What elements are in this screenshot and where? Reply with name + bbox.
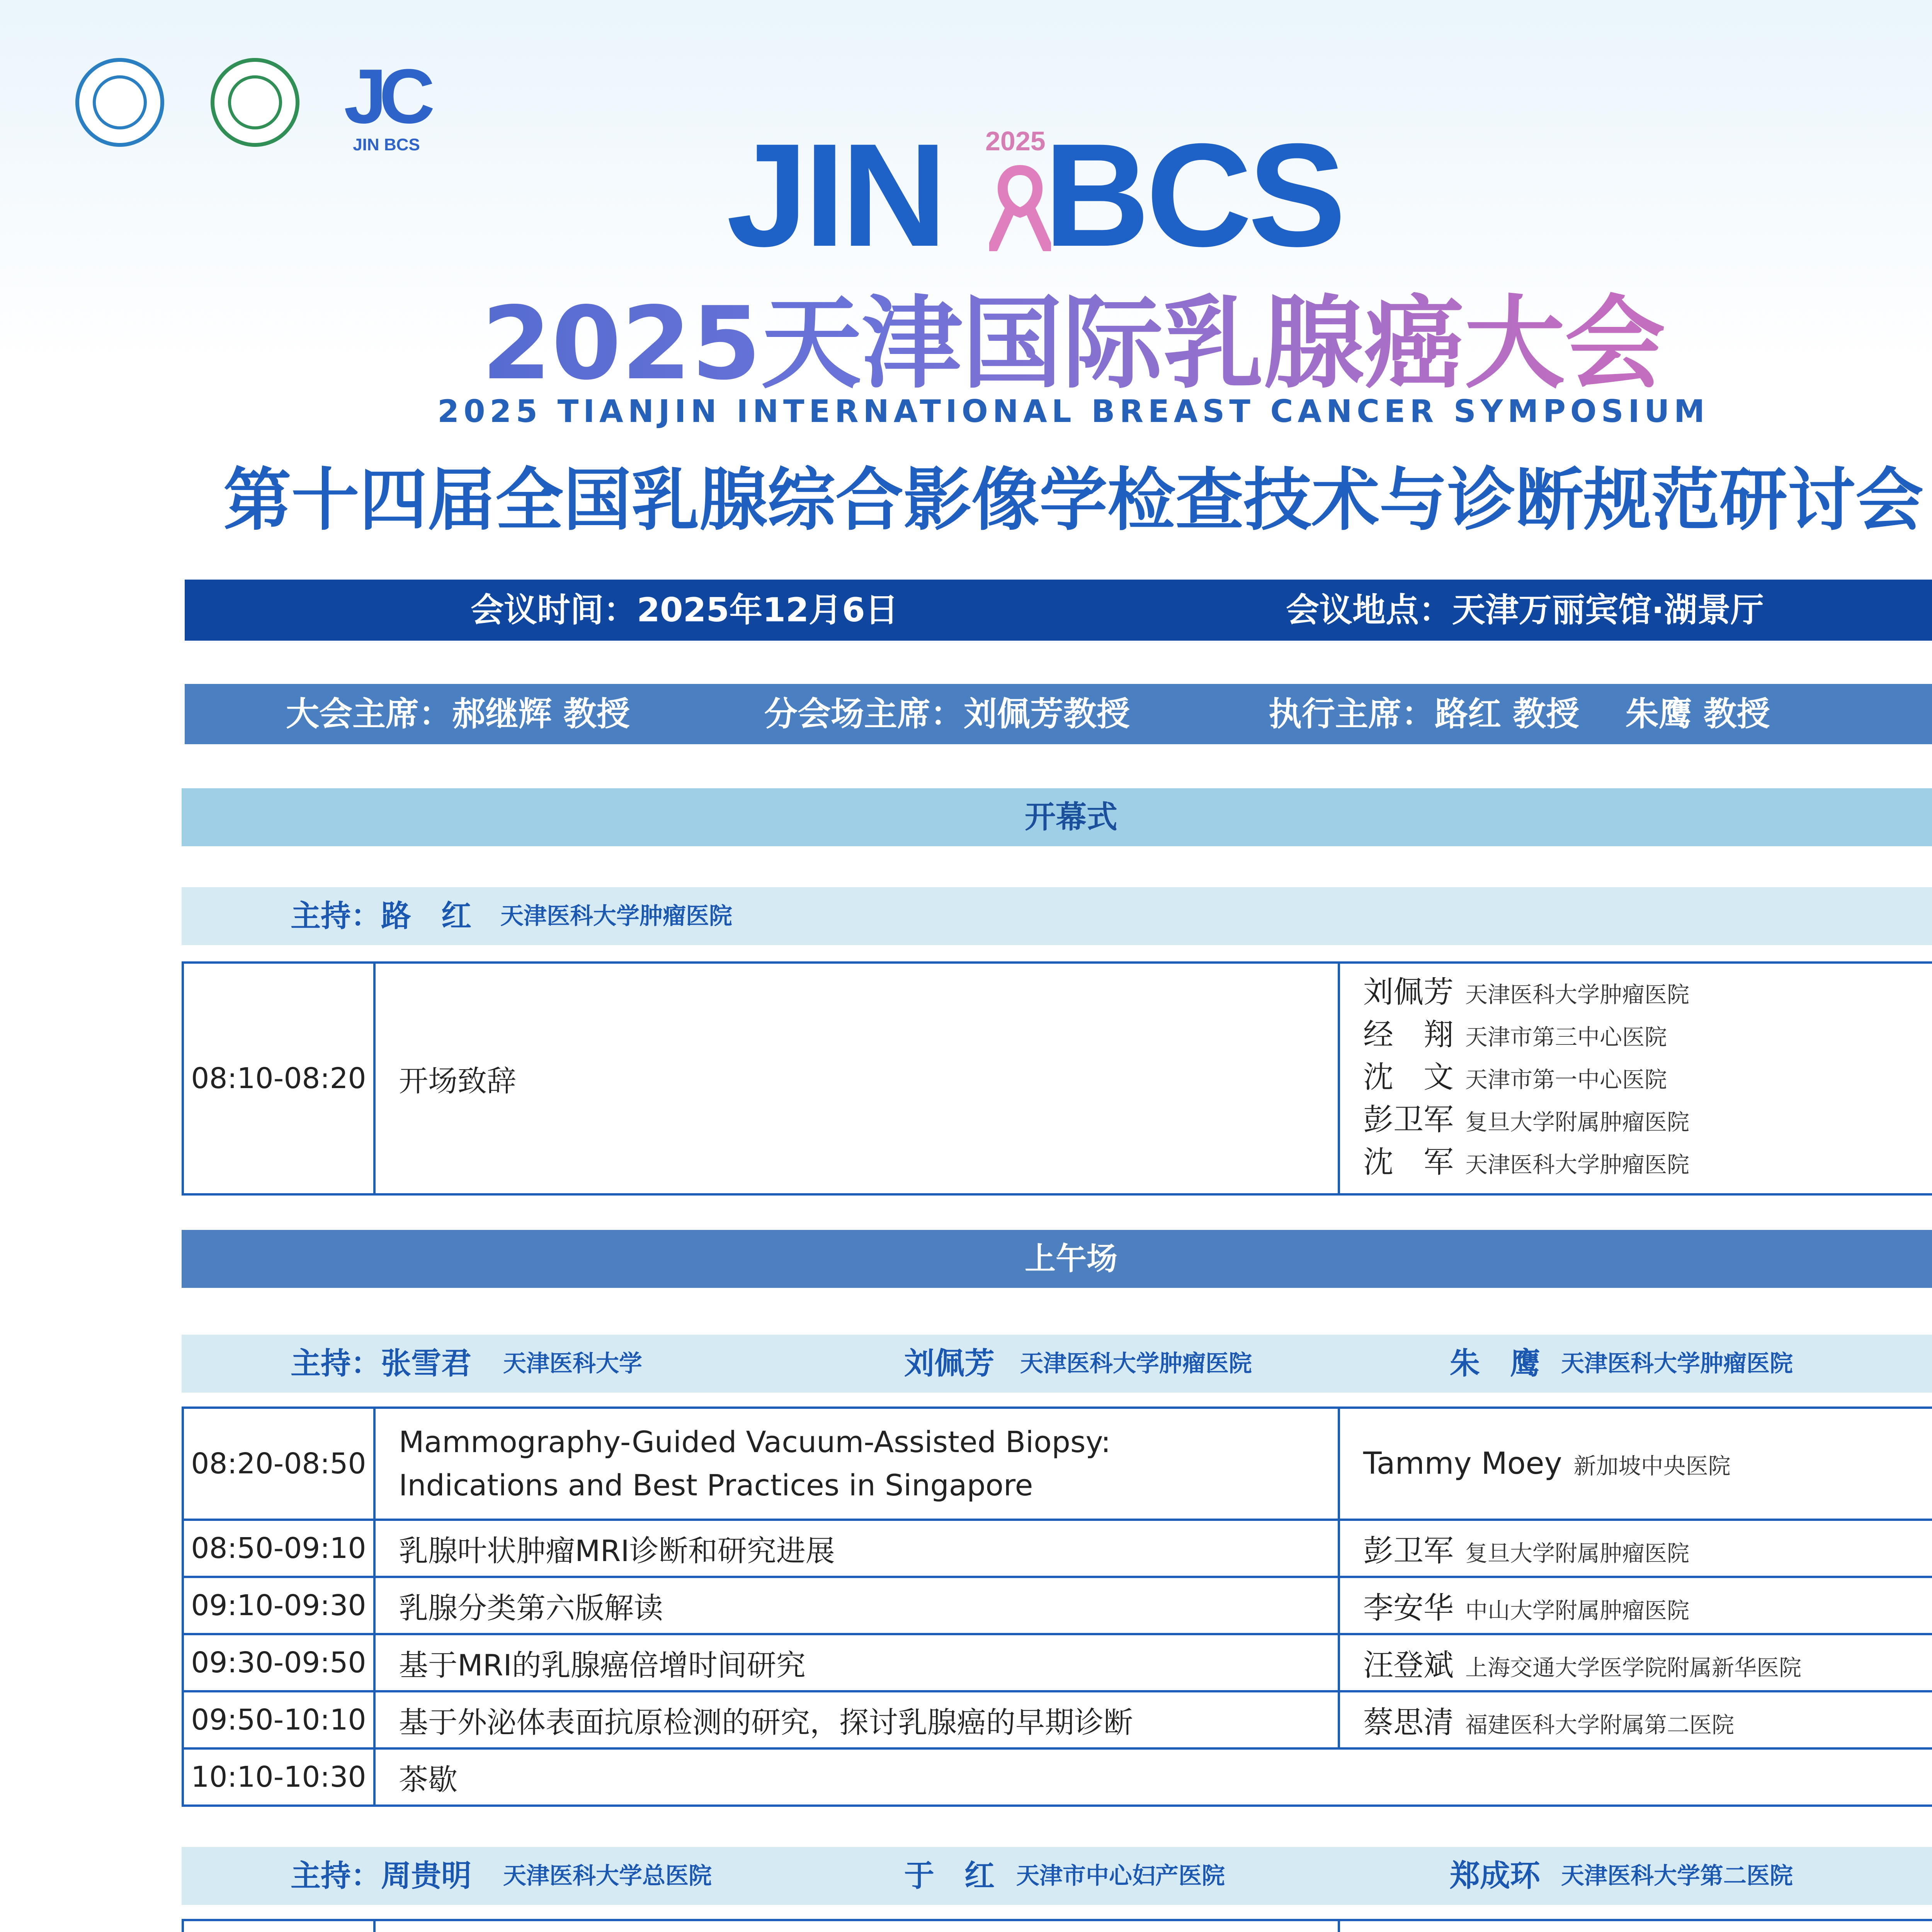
row-speaker <box>1339 1920 1932 1932</box>
morning-section-header: 上午场 <box>182 1230 1932 1288</box>
row-topic: 开场致辞 <box>374 963 1339 1194</box>
title-cn: 2025天津国际乳腺癌大会 <box>0 286 1932 402</box>
jc-logo <box>344 53 429 155</box>
row-time: 10:10-10:30 <box>183 1748 374 1806</box>
host-name: 郑成环 <box>1450 1859 1541 1893</box>
meeting-time: 会议时间：2025年12月6日 <box>471 591 898 629</box>
executive-chairs: 执行主席：路红 教授 朱鹰 教授 <box>1269 695 1770 733</box>
row-topic: 基于MRI的乳腺癌倍增时间研究 <box>374 1634 1339 1691</box>
row-speakers <box>1339 963 1932 1194</box>
table-row <box>183 1577 1932 1634</box>
row-topic: 乳腺叶状肿瘤MRI诊断和研究进展 <box>374 1520 1339 1577</box>
table-row <box>183 1691 1932 1748</box>
table-row <box>183 1634 1932 1691</box>
host-name: 刘佩芳 <box>904 1346 995 1381</box>
table-row <box>183 1748 1932 1806</box>
title-en: 2025 TIANJIN INTERNATIONAL BREAST CANCER SYMPOSIUM <box>437 393 1709 429</box>
conference-chair: 大会主席：郝继辉 教授 <box>286 695 630 733</box>
meeting-venue: 会议地点：天津万丽宾馆·湖景厅 <box>1286 591 1764 629</box>
brand-year: 2025 <box>985 126 1046 156</box>
row-speaker: 彭卫军 复旦大学附属肿瘤医院 <box>1339 1520 1932 1577</box>
row-topic: 茶歇 <box>374 1748 1932 1806</box>
host-org: 天津市中心妇产医院 <box>1016 1862 1225 1889</box>
association-logo <box>75 58 164 147</box>
row-topic <box>374 1408 1339 1520</box>
session-chair: 分会场主席：刘佩芳教授 <box>764 695 1130 733</box>
brand-right: BCS <box>1044 113 1342 277</box>
medical-society-logo <box>211 58 299 147</box>
row-speaker: 汪登斌 上海交通大学医学院附属新华医院 <box>1339 1634 1932 1691</box>
opening-host-bar <box>182 887 1932 945</box>
row-topic: 乳腺分类第六版解读 <box>374 1577 1339 1634</box>
speaker: 沈 文 天津市第一中心医院 <box>1363 1060 1667 1095</box>
row-speaker: Tammy Moey 新加坡中央医院 <box>1339 1408 1932 1520</box>
host-org: 天津医科大学肿瘤医院 <box>1561 1350 1793 1377</box>
row-topic-line: Mammography-Guided Vacuum-Assisted Biopsy: <box>399 1425 1111 1459</box>
speaker: 沈 军 天津医科大学肿瘤医院 <box>1363 1145 1690 1180</box>
opening-section-header: 开幕式 <box>182 788 1932 846</box>
host-org: 天津医科大学总医院 <box>503 1862 712 1889</box>
host-label: 主持：周贵明 <box>291 1859 472 1893</box>
opening-table <box>182 961 1932 1196</box>
table-row <box>183 963 1932 1194</box>
row-time: 09:10-09:30 <box>183 1577 374 1634</box>
host-org: 天津医科大学第二医院 <box>1561 1862 1793 1889</box>
subtitle: 第十四届全国乳腺综合影像学检查技术与诊断规范研讨会 <box>223 461 1923 540</box>
row-topic-line: Indications and Best Practices in Singapore <box>399 1468 1033 1502</box>
opening-host-org: 天津医科大学肿瘤医院 <box>500 903 732 930</box>
speaker: 刘佩芳 天津医科大学肿瘤医院 <box>1363 975 1690 1010</box>
table-row <box>183 1520 1932 1577</box>
morning-table-2 <box>182 1919 1932 1932</box>
row-time: 08:20-08:50 <box>183 1408 374 1520</box>
speaker: 经 翔 天津市第三中心医院 <box>1363 1017 1667 1052</box>
row-time: 09:50-10:10 <box>183 1691 374 1748</box>
row-speaker: 蔡思清 福建医科大学附属第二医院 <box>1339 1691 1932 1748</box>
morning-table-1 <box>182 1406 1932 1807</box>
jc-logo-text: JC <box>344 53 427 139</box>
row-topic: 基于外泌体表面抗原检测的研究，探讨乳腺癌的早期诊断 <box>374 1691 1339 1748</box>
host-org: 天津医科大学肿瘤医院 <box>1020 1350 1252 1377</box>
opening-host-label: 主持：路 红 <box>291 899 472 934</box>
row-time <box>183 1920 374 1932</box>
row-speaker: 李安华 中山大学附属肿瘤医院 <box>1339 1577 1932 1634</box>
host-name: 朱 鹰 <box>1450 1346 1541 1381</box>
table-row <box>183 1920 1932 1932</box>
jc-logo-subtext: JIN BCS <box>353 135 420 154</box>
chairs-bar <box>185 684 1932 744</box>
row-topic <box>374 1920 1339 1932</box>
host-name: 于 红 <box>904 1859 995 1893</box>
table-row <box>183 1408 1932 1520</box>
speaker: 彭卫军 复旦大学附属肿瘤医院 <box>1363 1102 1690 1137</box>
row-time: 08:10-08:20 <box>183 963 374 1194</box>
brand-left: JIN <box>726 113 944 277</box>
row-time: 08:50-09:10 <box>183 1520 374 1577</box>
jinbcs-wordmark <box>726 113 1422 277</box>
meeting-info-bar <box>185 580 1932 641</box>
host-org: 天津医科大学 <box>503 1350 642 1377</box>
host-label: 主持：张雪君 <box>291 1346 472 1381</box>
morning-host-bar-2 <box>182 1847 1932 1905</box>
row-time: 09:30-09:50 <box>183 1634 374 1691</box>
morning-host-bar-1 <box>182 1335 1932 1393</box>
pink-ribbon-icon <box>989 162 1051 251</box>
